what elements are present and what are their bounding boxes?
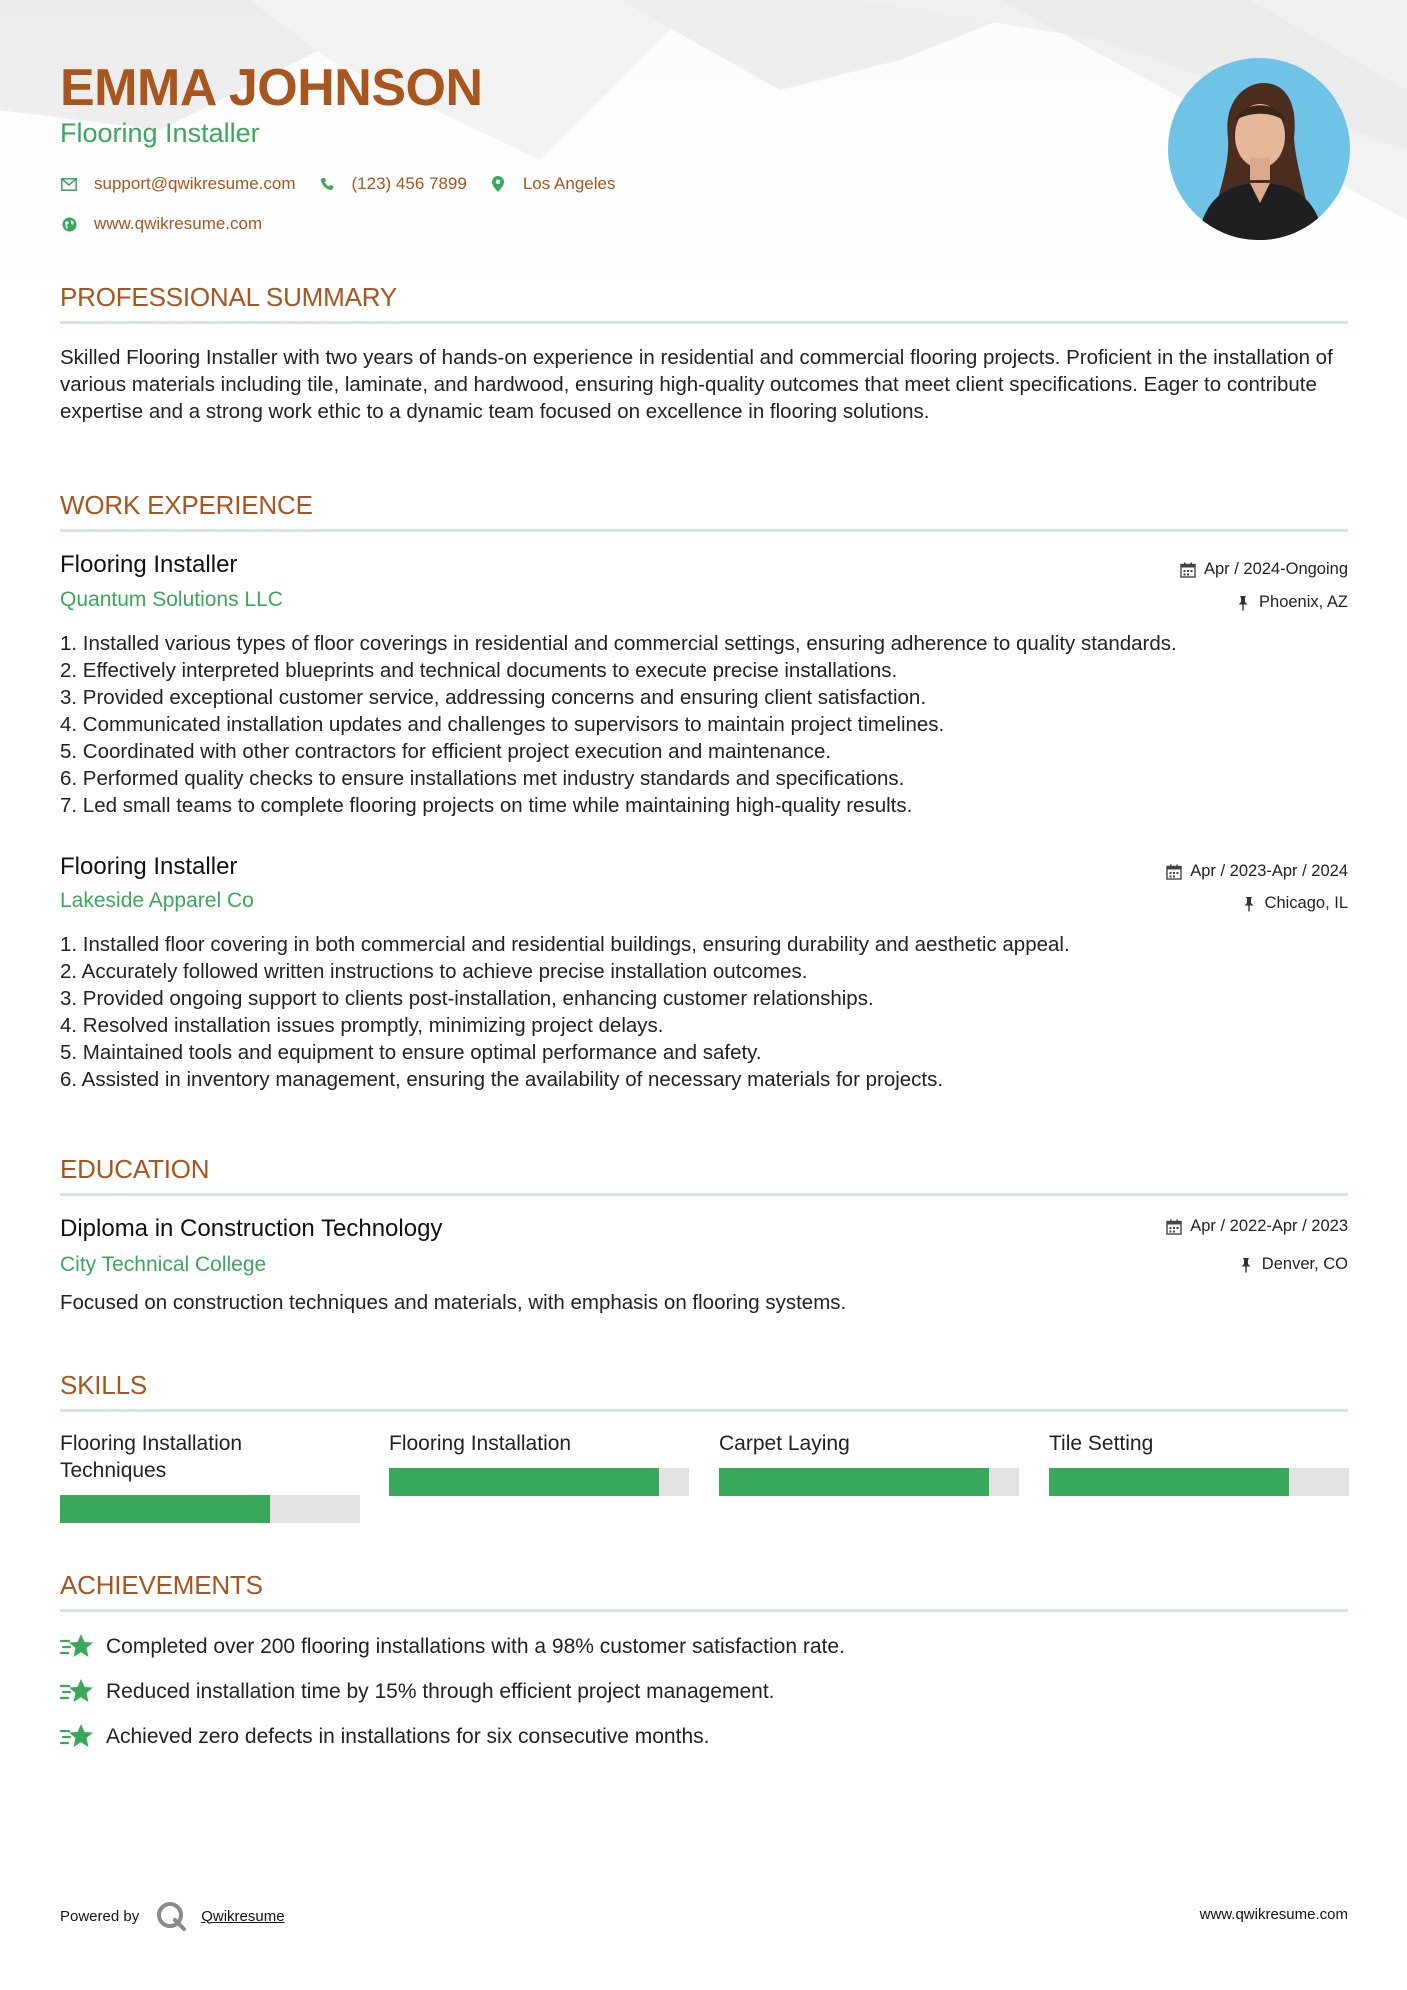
section-divider <box>60 1409 1348 1412</box>
job-title: Flooring Installer <box>60 853 238 880</box>
achievement-text: Reduced installation time by 15% through efficient project management. <box>106 1680 775 1703</box>
job-location-text: Phoenix, AZ <box>1259 593 1348 611</box>
candidate-title: Flooring Installer <box>60 118 260 148</box>
footer-powered-by <box>60 1900 285 1932</box>
achievement-text: Completed over 200 flooring installations with a 98% customer satisfaction rate. <box>106 1635 845 1658</box>
list-item: 1. Installed various types of floor coverings in residential and commercial settings, ensuring adherence to quality standards. <box>60 632 1177 655</box>
skill-level-fill <box>719 1468 989 1496</box>
education-location-text: Denver, CO <box>1261 1255 1348 1273</box>
education-location <box>1238 1255 1348 1274</box>
profile-photo <box>1168 58 1350 240</box>
star-icon <box>60 1677 94 1707</box>
star-icon <box>60 1722 94 1752</box>
list-item: 2. Accurately followed written instructions to achieve precise installation outcomes. <box>60 960 808 983</box>
skill-item <box>60 1430 360 1484</box>
list-item: 7. Led small teams to complete flooring projects on time while maintaining high-quality results. <box>60 794 913 817</box>
achievement-item <box>60 1677 775 1707</box>
education-dates-text: Apr / 2022-Apr / 2023 <box>1190 1217 1348 1235</box>
calendar-icon <box>1166 1219 1182 1235</box>
skill-name: Flooring Installation Techniques <box>60 1432 243 1482</box>
skill-level-fill <box>1049 1468 1289 1496</box>
phone-icon <box>318 175 336 193</box>
achievements-heading: ACHIEVEMENTS <box>60 1570 263 1600</box>
list-item: 5. Maintained tools and equipment to ensure optimal performance and safety. <box>60 1041 762 1064</box>
star-icon <box>60 1632 94 1662</box>
school-name: City Technical College <box>60 1253 267 1276</box>
job-dates <box>1180 560 1348 579</box>
list-item: 1. Installed floor covering in both commercial and residential buildings, ensuring durability and aesthetic appeal. <box>60 933 1070 956</box>
qwikresume-logo-icon <box>155 1900 187 1932</box>
skill-item <box>389 1430 689 1457</box>
degree-title: Diploma in Construction Technology <box>60 1215 443 1242</box>
skill-name: Carpet Laying <box>719 1432 850 1455</box>
skill-name: Flooring Installation <box>389 1432 572 1455</box>
job-location-text: Chicago, IL <box>1264 894 1348 912</box>
calendar-icon <box>1166 864 1182 880</box>
candidate-name: EMMA JOHNSON <box>60 59 483 117</box>
skill-level-bar <box>60 1495 360 1523</box>
email-link[interactable]: support@qwikresume.com <box>94 174 296 193</box>
job-location <box>1241 894 1348 913</box>
list-item: 3. Provided exceptional customer service, addressing concerns and ensuring client satisfaction. <box>60 686 927 709</box>
map-marker-icon <box>489 175 507 193</box>
job-duties-list <box>60 630 1360 819</box>
achievement-text: Achieved zero defects in installations for six consecutive months. <box>106 1725 710 1748</box>
website-row <box>60 214 262 234</box>
skills-heading: SKILLS <box>60 1370 147 1400</box>
section-divider <box>60 1193 1348 1196</box>
list-item: 5. Coordinated with other contractors for efficient project execution and maintenance. <box>60 740 832 763</box>
website-link[interactable]: www.qwikresume.com <box>94 214 263 233</box>
pin-icon <box>1238 1257 1254 1273</box>
phone-text: (123) 456 7899 <box>351 174 467 193</box>
experience-heading: WORK EXPERIENCE <box>60 490 313 520</box>
location-text: Los Angeles <box>522 174 616 193</box>
skill-item <box>719 1430 1019 1457</box>
skill-level-fill <box>60 1495 270 1523</box>
skill-level-bar <box>389 1468 689 1496</box>
education-description: Focused on construction techniques and materials, with emphasis on flooring systems. <box>60 1291 847 1314</box>
powered-by-text: Powered by <box>60 1907 140 1925</box>
job-location <box>1235 593 1348 612</box>
achievement-item <box>60 1722 709 1752</box>
list-item: 6. Performed quality checks to ensure installations met industry standards and specifications. <box>60 767 905 790</box>
list-item: 2. Effectively interpreted blueprints and technical documents to execute precise installations. <box>60 659 898 682</box>
education-heading: EDUCATION <box>60 1154 210 1184</box>
section-divider <box>60 529 1348 532</box>
list-item: 3. Provided ongoing support to clients post-installation, enhancing customer relationships. <box>60 987 874 1010</box>
pin-icon <box>1235 595 1251 611</box>
job-title: Flooring Installer <box>60 551 238 578</box>
section-divider <box>60 321 1348 324</box>
job-dates <box>1166 862 1348 881</box>
footer-website[interactable]: www.qwikresume.com <box>1199 1906 1348 1923</box>
job-company: Lakeside Apparel Co <box>60 889 254 912</box>
contact-row <box>60 172 637 196</box>
calendar-icon <box>1180 562 1196 578</box>
pin-icon <box>1241 896 1257 912</box>
list-item: 4. Resolved installation issues promptly, minimizing project delays. <box>60 1014 664 1037</box>
skill-name: Tile Setting <box>1049 1432 1154 1455</box>
job-duties-list <box>60 931 1360 1093</box>
brand-link[interactable]: Qwikresume <box>201 1907 285 1925</box>
summary-heading: PROFESSIONAL SUMMARY <box>60 282 397 312</box>
globe-icon <box>60 215 78 233</box>
job-dates-text: Apr / 2024-Ongoing <box>1203 560 1348 578</box>
summary-text: Skilled Flooring Installer with two years of hands-on experience in residential and commercial flooring projects. Proficient in the installation of various materials including tile, laminate, and hardwood, ensuring high-quality outcomes that meet client specifications. Eager to contribute expertise and a strong work ethic to a dynamic team focused on excellence in flooring solutions. <box>60 346 1333 423</box>
skill-item <box>1049 1430 1349 1457</box>
skill-level-bar <box>1049 1468 1349 1496</box>
section-divider <box>60 1609 1348 1612</box>
envelope-icon <box>60 175 78 193</box>
education-dates <box>1166 1217 1348 1236</box>
achievement-item <box>60 1632 845 1662</box>
skill-level-bar <box>719 1468 1019 1496</box>
job-dates-text: Apr / 2023-Apr / 2024 <box>1190 862 1348 880</box>
list-item: 6. Assisted in inventory management, ensuring the availability of necessary materials for projects. <box>60 1068 944 1091</box>
job-company: Quantum Solutions LLC <box>60 588 283 611</box>
skill-level-fill <box>389 1468 659 1496</box>
list-item: 4. Communicated installation updates and challenges to supervisors to maintain project timelines. <box>60 713 945 736</box>
